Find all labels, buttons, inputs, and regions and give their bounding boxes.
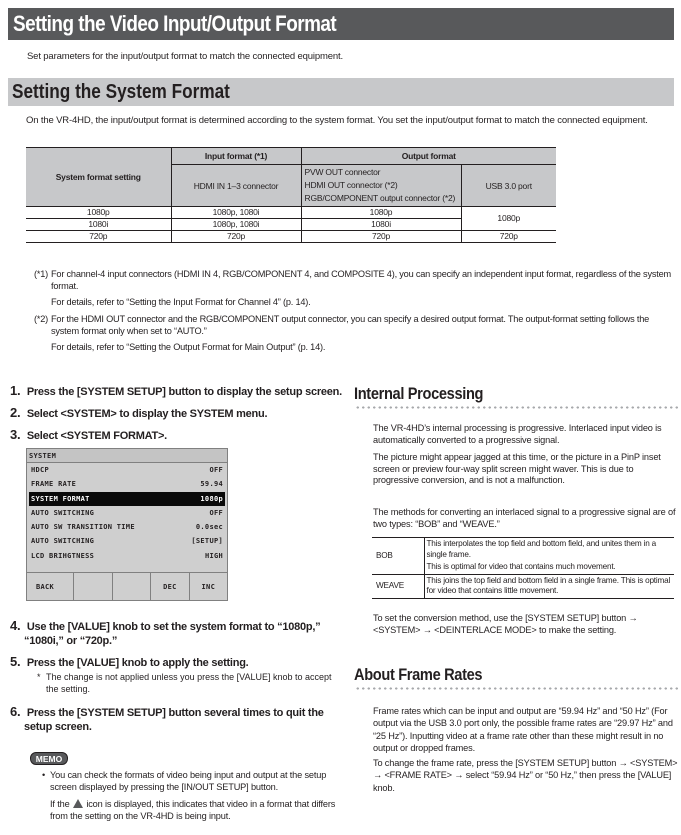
method-description [424,538,674,575]
lcd-row [27,534,227,548]
warning-icon [73,799,83,808]
lcd-label: AUTO SWITCHING [31,537,95,546]
lcd-dec-button: DEC [151,573,189,601]
lcd-row [27,520,227,534]
lcd-value: [SETUP] [191,537,223,546]
section-title [8,78,674,106]
cell-system: 720p [26,231,171,243]
lcd-button-bar [27,572,227,601]
page-title [8,8,674,40]
step-text: Press the [VALUE] knob to apply the setting. [26,657,249,669]
internal-processing-heading [354,384,504,404]
output-connector-pvw: PVW OUT connector [304,167,381,177]
internal-processing-p1: The VR-4HD’s internal processing is progressive. Interlaced input video is automatically converted to a progressive signal. [373,423,662,445]
footnote-tag: (*2) [34,314,49,324]
cell-system: 1080i [26,219,171,231]
step-2 [10,406,267,421]
footnote-1 [34,269,674,292]
memo-text-after: icon is displayed, this indicates that video in a format that differs from the setting on the VR-4HD is being input. [50,799,336,821]
cell-output: 1080p [301,207,461,219]
header-output-connectors [301,165,461,207]
lcd-label: LCD BRIHGTNESS [31,551,95,560]
step-6 [10,705,340,734]
lcd-row [27,506,227,520]
dotted-divider [355,406,678,409]
lcd-label: HDCP [31,466,50,474]
cell-input: 720p [171,231,301,243]
table-row [26,207,556,219]
cell-output: 720p [301,231,461,243]
section-title-text: Setting the System Format [12,81,230,103]
step-text: Select <SYSTEM FORMAT>. [26,430,167,442]
step-text: Select <SYSTEM> to display the SYSTEM menu. [26,408,268,420]
memo-badge: MEMO [30,752,68,765]
lcd-blank-button [74,573,112,601]
table-row [372,538,674,575]
step-text: Use the [VALUE] knob to set the system format to “1080p,” [26,621,321,633]
cell-input: 1080p, 1080i [171,207,301,219]
footnote-1-ref: For details, refer to “Setting the Input Format for Channel 4” (p. 14). [51,297,311,307]
page-title-text: Setting the Video Input/Output Format [13,11,337,36]
footnote-2 [34,314,674,337]
memo-text-before: If the [50,799,72,809]
step-text-cont: “1080i,” or “720p.” [24,635,118,647]
output-connector-hdmi: HDMI OUT connector (*2) [304,180,398,190]
step-3 [10,428,167,443]
header-hdmi-in: HDMI IN 1–3 connector [171,165,301,207]
lcd-title: SYSTEM [27,449,227,463]
cell-usb: 720p [461,231,556,243]
lcd-value: OFF [209,466,223,474]
heading-text: About Frame Rates [354,665,483,684]
intro-text: Set parameters for the input/output format to match the connected equipment. [27,51,344,62]
note-text: The change is not applied unless you press the [VALUE] knob to accept the setting. [46,672,332,694]
format-table [26,147,556,243]
footnote-text: For the HDMI OUT connector and the RGB/COMPONENT output connector, you can specify a desired output format. The output-format setting follows the system format only when set to “AUTO.” [51,314,650,336]
cell-usb: 1080p [461,207,556,231]
step-number: 4. [10,618,21,633]
method-name: BOB [372,538,424,575]
method-desc-text: This interpolates the top field and bottom field, and unites them in a single frame. [426,539,656,559]
lcd-value: OFF [209,508,223,517]
footnote-text: For channel-4 input connectors (HDMI IN 4, RGB/COMPONENT 4, and COMPOSITE 4), you can specify an independent input format, regardless of the system format. [51,269,671,291]
memo-warning-text [50,799,340,822]
lcd-row [27,463,227,477]
table-row [372,574,674,598]
step-4 [10,619,340,648]
note-asterisk: * [37,672,41,682]
lcd-label: SYSTEM FORMAT [31,494,90,503]
step-1 [10,384,342,399]
method-description [424,574,674,598]
internal-processing-p3: The methods for converting an interlaced signal to a progressive signal are of two types: “BOB” and “WEAVE.” [373,507,676,529]
step-text: Press the [SYSTEM SETUP] button several times to quit the [26,707,324,719]
heading-text: Internal Processing [354,384,484,403]
header-input-format: Input format (*1) [171,148,301,165]
step-number: 6. [10,704,21,719]
step-text: Press the [SYSTEM SETUP] button to display the setup screen. [26,386,342,398]
lcd-value: 0.0sec [195,523,223,532]
internal-processing-p4: To set the conversion method, use the [SYSTEM SETUP] button → <SYSTEM> → <DEINTERLACE MODE> to make the setting. [373,613,638,635]
lcd-blank-button [113,573,151,601]
frame-rates-p2: To change the frame rate, press the [SYSTEM SETUP] button → <SYSTEM> → <FRAME RATE> → select “59.94 Hz” or “50 Hz,” then press the [VALUE] knob. [373,758,678,793]
memo-text: You can check the formats of video being input and output at the setup screen displayed by pressing the [IN/OUT SETUP] button. [50,770,327,792]
lcd-value: HIGH [204,551,223,560]
header-output-format: Output format [301,148,556,165]
header-system-format: System format setting [26,148,171,207]
section-description: On the VR-4HD, the input/output format is determined according to the system format. You set the input/output format to match the connected equipment. [26,115,648,126]
footnote-tag: (*1) [34,269,49,279]
deinterlace-methods-table [372,537,674,599]
bullet-icon: • [42,770,46,780]
lcd-label: AUTO SW TRANSITION TIME [31,523,135,532]
lcd-inc-button: INC [201,583,216,591]
step-number: 1. [10,383,21,398]
frame-rates-p1: Frame rates which can be input and output are “59.94 Hz” and “50 Hz” (For output via the USB 3.0 port only, the possible frame rates are “29.97 Hz” and “25 Hz”). Inputting video at a frame rate other than these might result in no output or dropped frames. [373,706,673,753]
lcd-value: 1080p [200,494,223,503]
footnote-2-ref: For details, refer to “Setting the Output Format for Main Output” (p. 14). [51,342,326,352]
step-number: 3. [10,427,21,442]
lcd-system-menu [26,448,228,601]
step-text-cont: setup screen. [24,721,92,733]
cell-output: 1080i [301,219,461,231]
memo-bullet [42,770,332,793]
step-5-note [37,672,337,695]
lcd-back-button: BACK [27,573,74,601]
lcd-row [27,549,227,563]
method-desc-text: This joins the top field and bottom field in a single frame. This is optimal for video that contains little movement. [426,575,671,595]
step-number: 5. [10,654,21,669]
lcd-value: 59.94 [200,480,223,489]
lcd-row [27,477,227,491]
output-connector-rgb: RGB/COMPONENT output connector (*2) [304,193,456,203]
table-row [26,231,556,243]
lcd-row-selected [29,492,225,506]
cell-input: 1080p, 1080i [171,219,301,231]
lcd-label: AUTO SWITCHING [31,508,95,517]
step-5 [10,655,248,670]
header-usb-port: USB 3.0 port [461,165,556,207]
cell-system: 1080p [26,207,171,219]
method-name: WEAVE [372,574,424,598]
frame-rates-heading [354,665,503,685]
method-desc-text-2: This is optimal for video that contains much movement. [426,562,616,571]
lcd-label: FRAME RATE [31,480,77,489]
dotted-divider [355,687,678,690]
internal-processing-p2: The picture might appear jagged at this time, or the picture in a PinP inset screen or preview four-way split screen might waver. This is due to progressive conversion, and is not a malfunction. [373,452,661,485]
step-number: 2. [10,405,21,420]
